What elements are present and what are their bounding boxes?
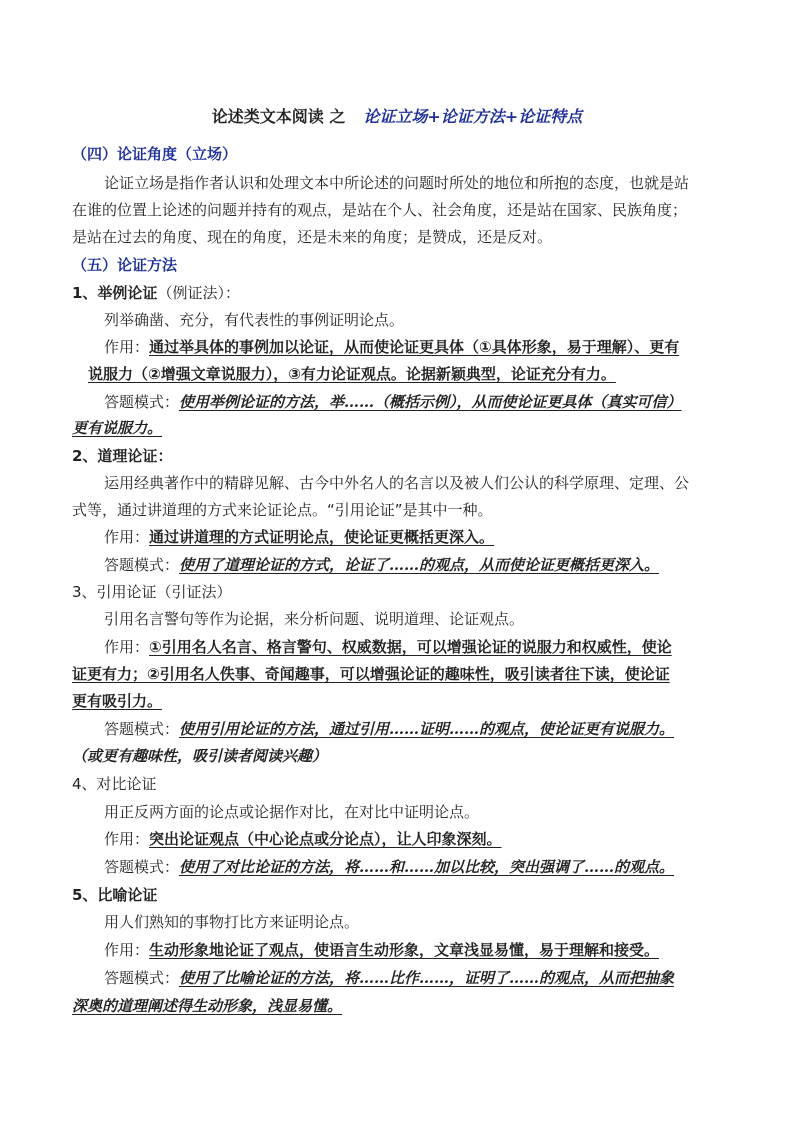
- method-3-answer-text-2: （或更有趣味性，吸引读者阅读兴趣）: [72, 747, 328, 765]
- method-1-title: 1、举例论证: [72, 284, 158, 302]
- title-main: 论述类文本阅读 之: [211, 107, 346, 126]
- answer-label: 答题模式：: [104, 969, 180, 987]
- method-5-heading: 5、比喻论证: [72, 886, 158, 904]
- method-2-desc-line-1: 运用经典著作中的精辟见解、古今中外名人的名言以及被人们公认的科学原理、定理、公: [104, 474, 690, 492]
- method-1-effect-line-1: [104, 334, 732, 360]
- method-3-effect-text-3: 更有吸引力。: [72, 692, 163, 710]
- sec4-para-line-1: 论证立场是指作者认识和处理文本中所论述的问题时所处的地位和所抱的态度，也就是站: [104, 174, 690, 192]
- method-4-desc: 用正反两方面的论点或论据作对比，在对比中证明论点。: [104, 803, 480, 821]
- title-sub: 论证立场+论证方法+论证特点: [363, 107, 583, 126]
- effect-label: 作用：: [104, 638, 150, 656]
- method-2-answer: [104, 552, 732, 578]
- answer-label: 答题模式：: [104, 393, 180, 411]
- method-5-answer-text-2: 深奥的道理阐述得生动形象，浅显易懂。: [72, 997, 343, 1015]
- method-1-effect-text-1: 通过举具体的事例加以论证，从而使论证更具体（①具体形象，易于理解）、更有: [149, 338, 680, 356]
- effect-label: 作用：: [104, 528, 150, 546]
- answer-label: 答题模式：: [104, 858, 180, 876]
- method-4-heading: 4、对比论证: [72, 775, 157, 793]
- method-5-answer-line-1: [104, 965, 732, 991]
- answer-label: 答题模式：: [104, 720, 180, 738]
- method-2-effect-text: 通过讲道理的方式证明论点，使论证更概括更深入。: [149, 528, 495, 546]
- method-5-effect-text: 生动形象地论证了观点，使语言生动形象，文章浅显易懂，易于理解和接受。: [149, 941, 660, 959]
- method-4-effect: [104, 826, 732, 852]
- answer-label: 答题模式：: [104, 556, 180, 574]
- method-1-answer-text-2: 更有说服力。: [72, 419, 163, 437]
- method-3-desc: 引用名言警句等作为论据，来分析问题、说明道理、论证观点。: [104, 610, 525, 628]
- method-5-answer-text-1: 使用了比喻论证的方法，将……比作……，证明了……的观点，从而把抽象: [179, 969, 675, 987]
- effect-label: 作用：: [104, 830, 150, 848]
- section-heading-4: （四）论证角度（立场）: [72, 145, 238, 163]
- section-heading-5: （五）论证方法: [72, 256, 178, 274]
- method-3-effect-line-1: [104, 634, 732, 660]
- method-5-desc: 用人们熟知的事物打比方来证明论点。: [104, 913, 360, 931]
- method-3-answer-line-2: [72, 743, 732, 769]
- method-1-effect-line-2: [88, 361, 732, 387]
- method-4-effect-text: 突出论证观点（中心论点或分论点），让人印象深刻。: [149, 830, 502, 848]
- method-3-heading: 3、引用论证（引证法）: [72, 583, 232, 601]
- method-3-answer-line-1: [104, 716, 732, 742]
- method-1-effect-text-2: 说服力（②增强文章说服力），③有力论证观点。论据新颖典型，论证充分有力。: [88, 365, 616, 383]
- effect-label: 作用：: [104, 338, 150, 356]
- method-1-desc: 列举确凿、充分，有代表性的事例证明论点。: [104, 311, 405, 329]
- sec4-para-line-3: 是站在过去的角度、现在的角度，还是未来的角度；是赞成，还是反对。: [72, 228, 553, 246]
- effect-label: 作用：: [104, 941, 150, 959]
- method-1-heading: [72, 280, 732, 306]
- method-3-effect-line-2: [72, 661, 732, 687]
- method-3-effect-text-2: 证更有力；②引用名人佚事、奇闻趣事，可以增强论证的趣味性，吸引读者往下读，使论证: [72, 665, 670, 683]
- method-3-effect-line-3: [72, 688, 732, 714]
- page-title: [0, 104, 794, 127]
- method-1-answer-text-1: 使用举例论证的方法，举……（概括示例），从而使论证更具体（真实可信）: [179, 393, 682, 411]
- method-2-desc-line-2: 式等，通过讲道理的方式来论证论点。“引用论证”是其中一种。: [72, 501, 493, 519]
- method-1-alias: （例证法）：: [157, 284, 240, 302]
- method-5-effect: [104, 937, 732, 963]
- method-2-effect: [104, 524, 732, 550]
- method-4-answer: [104, 854, 732, 880]
- sec4-para-line-2: 在谁的位置上论述的问题并持有的观点，是站在个人、社会角度，还是站在国家、民族角度；: [72, 201, 688, 219]
- method-5-answer-line-2: [72, 993, 732, 1019]
- method-3-effect-text-1: ①引用名人名言、格言警句、权威数据，可以增强论证的说服力和权威性，使论: [149, 638, 672, 656]
- method-1-answer-line-1: [104, 389, 732, 415]
- method-2-answer-text: 使用了道理论证的方式，论证了……的观点，从而使论证更概括更深入。: [179, 556, 660, 574]
- method-1-answer-line-2: [72, 415, 732, 441]
- method-4-answer-text: 使用了对比论证的方法，将……和……加以比较，突出强调了……的观点。: [179, 858, 675, 876]
- method-2-heading: 2、道理论证：: [72, 447, 173, 465]
- method-3-answer-text-1: 使用引用论证的方法，通过引用……证明……的观点，使论证更有说服力。: [179, 720, 675, 738]
